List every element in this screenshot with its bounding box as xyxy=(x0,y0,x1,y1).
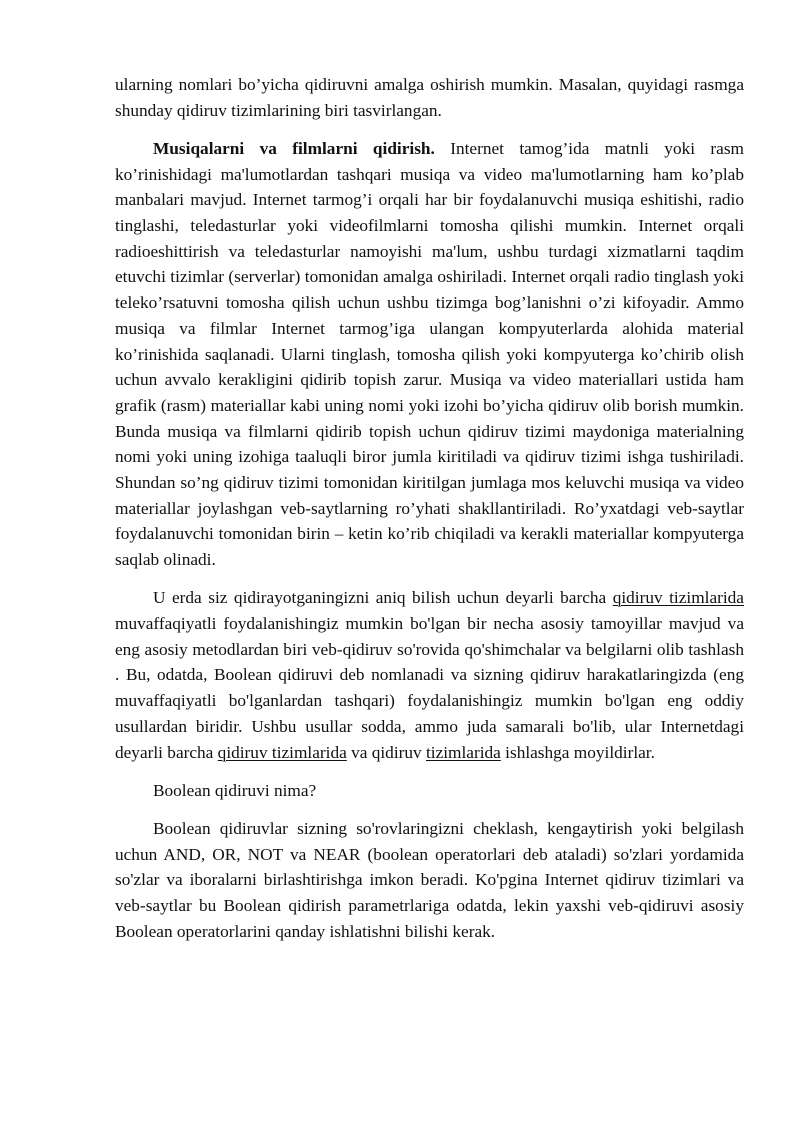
paragraph-boolean-explanation: Boolean qidiruvlar sizning so'rovlaringizni cheklash, kengaytirish yoki belgilash uchun AND, OR, NOT va NEAR (boolean operatorlari deb ataladi) so'zlari yordamida so'zlar va iboralarni birlashtirishga imkon beradi. Ko'pgina Internet qidiruv tizimlari va veb-saytlar bu Boolean qidirish parametrlariga odatda, lekin yaxshi veb-qidiruvi asosiy Boolean operatorlarini qanday ishlatishni bilishi kerak. xyxy=(115,818,744,941)
link-search-engines-1[interactable]: qidiruv tizimlarida xyxy=(612,588,744,608)
paragraph-text: muvaffaqiyatli foydalanishingiz mumkin bo'lgan bir necha asosiy tamoyillar mavjud va eng asosiy metodlardan biri veb-qidiruv so'rovida qo'shimchalar va belgilarni olib tashlash . Bu, odatda, Boolean qidiruvi deb nomlanadi va sizning qidiruv harakatlaringizda (eng muvaffaqiyatli bo'lganlardan tashqari) foydalanishingiz mumkin bo'lgan eng oddiy usullardan biridir. Ushbu usullar sodda, ammo juda samarali bo'lib, ular Internetdagi deyarli barcha xyxy=(115,614,744,762)
paragraph-music-films-text: Internet tamog’ida matnli yoki rasm ko’rinishidagi ma'lumotlardan tashqari musiqa va video ma'lumotlarning ham ko’plab manbalari mavjud. Internet tarmog’i orqali har bir foydalanuvchi musiqa eshitishi, radio tinglashi, teledasturlar yoki videofilmlarni tomosha qilishi mumkin. Internet orqali radioeshittirish va teledasturlar namoyishi ma'lum, ushbu turdagi xizmatlarni taqdim etuvchi tizimlar (serverlar) tomonidan amalga oshiriladi. Internet orqali radio tinglash yoki teleko’rsatuvni tomosha qilish uchun ushbu tizimga bog’lanishni o’zi kifoyadir. Ammo musiqa va filmlar Internet tarmog’iga ulangan kompyuterlarda alohida material ko’rinishida saqlanadi. Ularni tinglash, tomosha qilish yoki kompyuterga ko’chirib olish uchun avvalo kerakligini qidirib topish zarur. Musiqa va video materiallari ustida ham grafik (rasm) materiallar kabi uning nomi yoki izohi bo’yicha qidiruv olib borish mumkin. Bunda musiqa va filmlarni qidirib topish uchun qidiruv tizimi maydoniga materialning nomi yoki uning izohiga taaluqli biror jumla kiritiladi va qidiruv tizimi ishga tushiriladi. Shundan so’ng qidiruv tizimi tomonidan kiritilgan jumlaga mos keluvchi musiqa va video materiallar joylashgan veb-saytlarning ro’yhati shakllantiriladi. Ro’yxatdagi veb-saytlar foydalanuvchi tomonidan birin – ketin ko’rib chiqiladi va kerakli materiallar kompyuterga saqlab olinadi. xyxy=(115,138,744,570)
link-engines[interactable]: tizimlarida xyxy=(425,742,501,762)
paragraph-search-principles xyxy=(115,585,744,765)
boolean-question-heading: Boolean qidiruvi nima? xyxy=(153,780,317,800)
link-search-engines-2[interactable]: qidiruv tizimlarida xyxy=(217,742,347,762)
paragraph-text: va qidiruv xyxy=(346,742,426,762)
paragraph-music-films xyxy=(115,136,744,573)
paragraph-text: ishlashga moyildirlar. xyxy=(500,742,655,762)
section-heading-music-films: Musiqalarni va filmlarni qidirish. xyxy=(153,138,435,158)
paragraph-text: U erda siz qidirayotganingizni aniq bilish uchun deyarli barcha xyxy=(153,588,613,608)
paragraph-intro: ularning nomlari bo’yicha qidiruvni amalga oshirish mumkin. Masalan, quyidagi rasmga shunday qidiruv tizimlarining biri tasvirlangan. xyxy=(115,75,744,120)
